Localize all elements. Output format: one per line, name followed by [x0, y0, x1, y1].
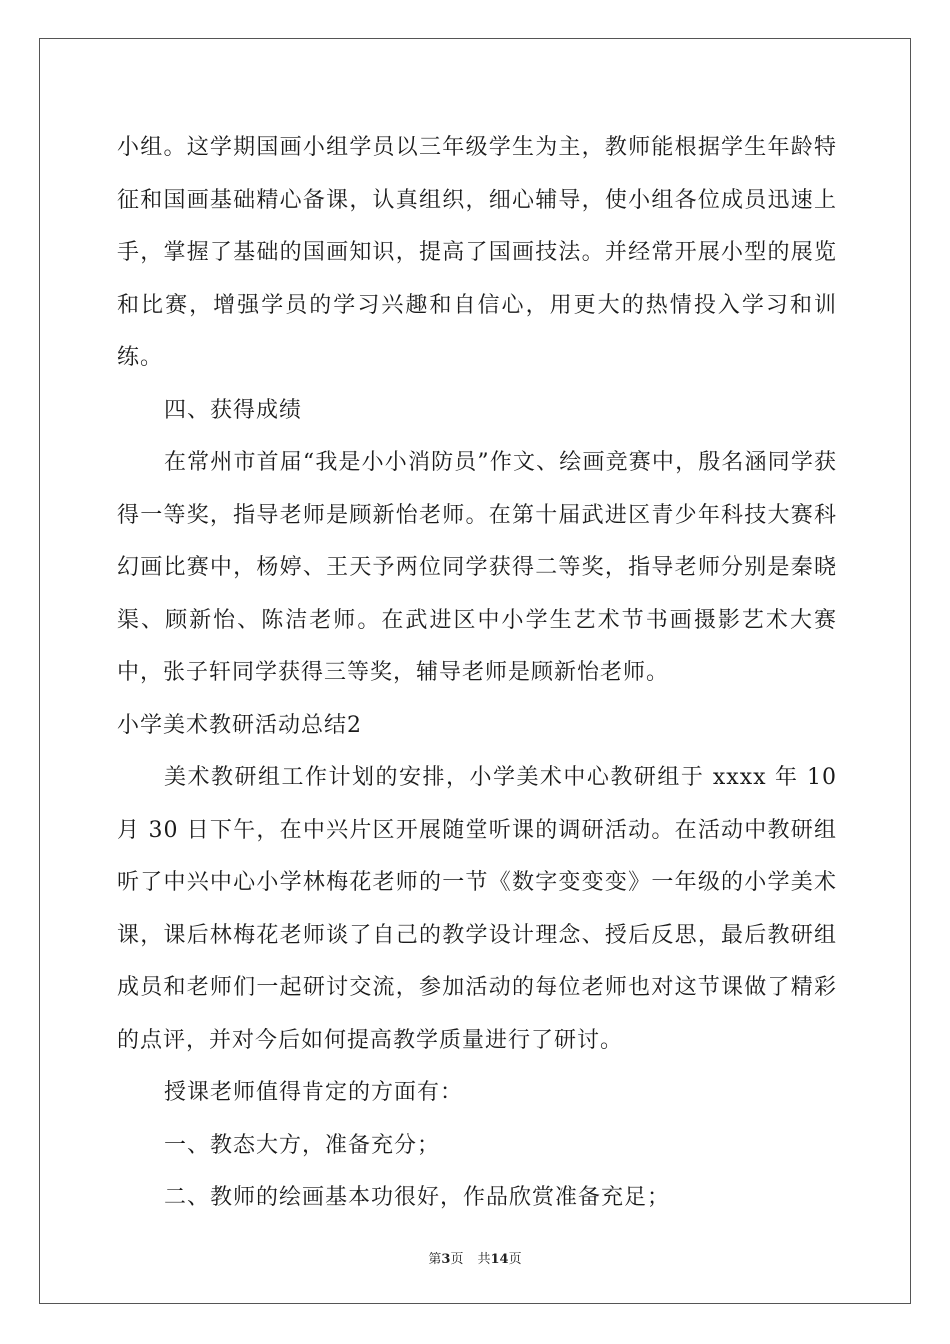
- list-item-teaching-manner: 一、教态大方，准备充分；: [164, 1132, 441, 1158]
- page-number: 3: [441, 1252, 451, 1267]
- paragraph-awards: 在常州市首届“我是小小消防员”作文、绘画竞赛中，殷名涵同学获得一等奖，指导老师是顾新怡老师。在第十届武进区青少年科技大赛科幻画比赛中，杨婷、王天予两位同学获得二等奖，指导老师分别是秦晓渠、顾新怡、陈洁老师。在武进区中小学生艺术节书画摄影艺术大赛中，张子轩同学获得三等奖，辅导老师是顾新怡老师。: [117, 450, 837, 685]
- section-heading-achievements: 四、获得成绩: [164, 397, 303, 423]
- total-pages: 14: [490, 1252, 509, 1267]
- page-suffix: 页: [450, 1252, 464, 1267]
- total-prefix: 共: [477, 1252, 491, 1267]
- page-footer: [0, 1248, 950, 1267]
- total-suffix: 页: [508, 1252, 522, 1267]
- paragraph-positive-aspects-intro: 授课老师值得肯定的方面有：: [164, 1080, 464, 1105]
- list-item-drawing-skills: 二、教师的绘画基本功很好，作品欣赏准备充足；: [164, 1185, 671, 1210]
- section-title-summary-2: 小学美术教研活动总结2: [117, 712, 362, 738]
- page-prefix: 第: [428, 1252, 442, 1267]
- paragraph-guohua-group: 小组。这学期国画小组学员以三年级学生为主，教师能根据学生年龄特征和国画基础精心备课，认真组织，细心辅导，使小组各位成员迅速上手，掌握了基础的国画知识，提高了国画技法。并经常开展小型的展览和比赛，增强学员的学习兴趣和自信心，用更大的热情投入学习和训练。: [117, 135, 837, 370]
- document-body: [117, 122, 837, 1225]
- paragraph-research-activity: 美术教研组工作计划的安排，小学美术中心教研组于 xxxx 年 10 月 30 日下午，在中兴片区开展随堂听课的调研活动。在活动中教研组听了中兴中心小学林梅花老师的一节《数字变变变》一年级的小学美术课，课后林梅花老师谈了自己的教学设计理念、授后反思，最后教研组成员和老师们一起研讨交流，参加活动的每位老师也对这节课做了精彩的点评，并对今后如何提高教学质量进行了研讨。: [117, 765, 837, 1053]
